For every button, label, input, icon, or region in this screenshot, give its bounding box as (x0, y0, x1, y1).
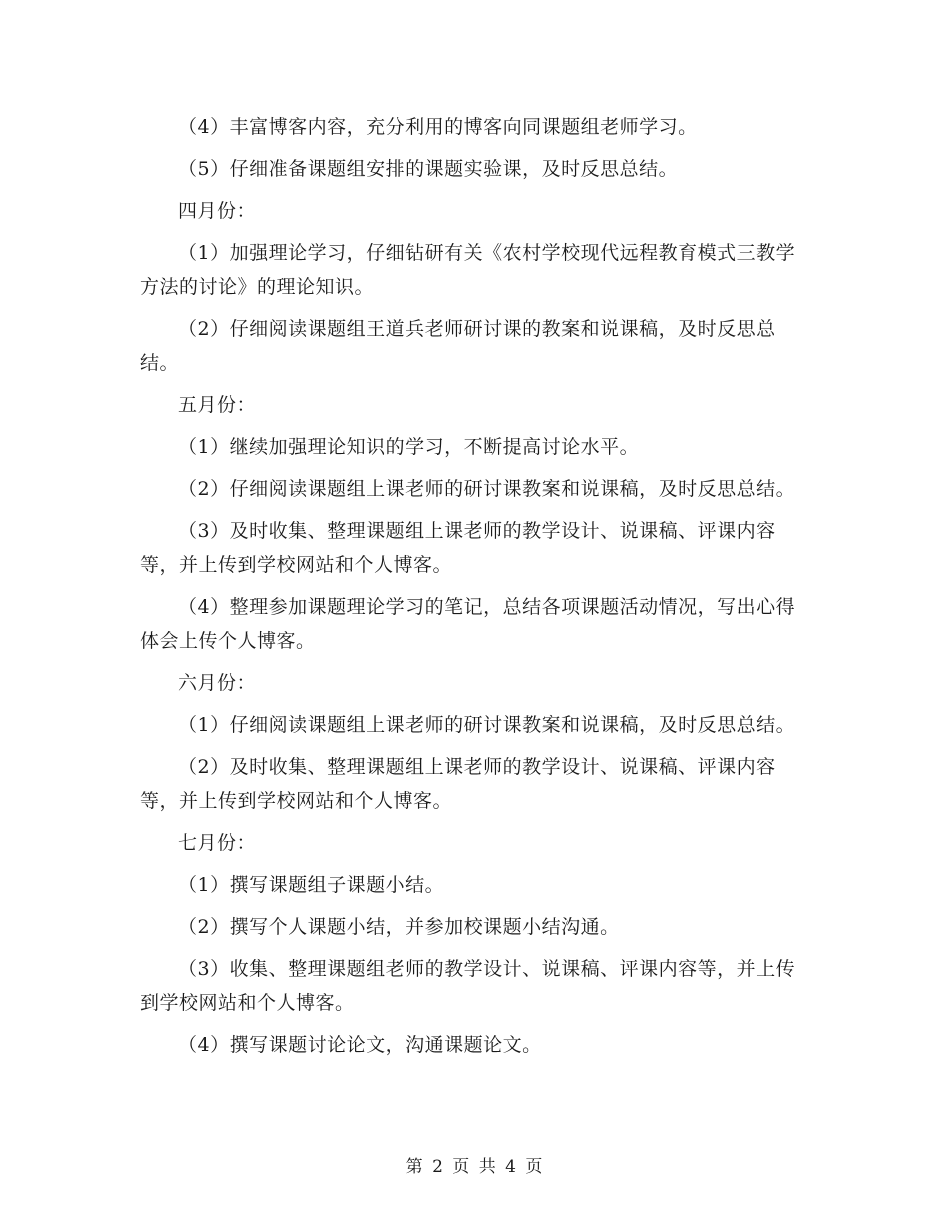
paragraph-july-2: （2）撰写个人课题小结，并参加校课题小结沟通。 (178, 916, 620, 938)
paragraph-may-3: （3）及时收集、整理课题组上课老师的教学设计、说课稿、评课内容等，并上传到学校网站和个人博客。 (140, 520, 776, 576)
month-heading-may: 五月份： (178, 394, 257, 416)
paragraph-item-4-blog: （4）丰富博客内容，充分利用的博客向同课题组老师学习。 (178, 116, 698, 138)
document-body (140, 110, 812, 1070)
paragraph-june-2: （2）及时收集、整理课题组上课老师的教学设计、说课稿、评课内容等，并上传到学校网站和个人博客。 (140, 756, 776, 812)
paragraph-july-1: （1）撰写课题组子课题小结。 (178, 874, 445, 896)
paragraph-may-1: （1）继续加强理论知识的学习，不断提高讨论水平。 (178, 436, 640, 458)
month-heading-june: 六月份： (178, 672, 257, 694)
paragraph-may-2: （2）仔细阅读课题组上课老师的研讨课教案和说课稿，及时反思总结。 (178, 478, 796, 500)
paragraph-july-4: （4）撰写课题讨论论文，沟通课题论文。 (178, 1034, 542, 1056)
month-heading-april: 四月份： (178, 200, 257, 222)
paragraph-july-3: （3）收集、整理课题组老师的教学设计、说课稿、评课内容等，并上传到学校网站和个人博客。 (140, 958, 796, 1014)
paragraph-june-1: （1）仔细阅读课题组上课老师的研讨课教案和说课稿，及时反思总结。 (178, 714, 796, 736)
paragraph-april-2: （2）仔细阅读课题组王道兵老师研讨课的教案和说课稿，及时反思总结。 (140, 318, 776, 374)
paragraph-item-5-lesson: （5）仔细准备课题组安排的课题实验课，及时反思总结。 (178, 158, 679, 180)
month-heading-july: 七月份： (178, 832, 257, 854)
paragraph-april-1: （1）加强理论学习，仔细钻研有关《农村学校现代远程教育模式三教学方法的讨论》的理论知识。 (140, 242, 796, 298)
paragraph-may-4: （4）整理参加课题理论学习的笔记，总结各项课题活动情况，写出心得体会上传个人博客。 (140, 596, 796, 652)
page-number-footer: 第 2 页 共 4 页 (405, 1157, 545, 1177)
